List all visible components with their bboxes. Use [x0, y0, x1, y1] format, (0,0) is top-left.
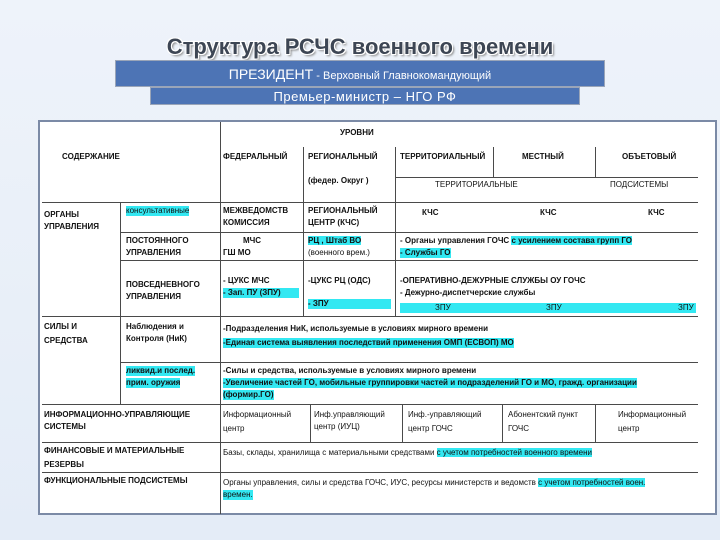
interdept-commission: МЕЖВЕДОМСТВ — [223, 206, 289, 215]
liquidation-forces: -Силы и средства, используемые в условиях мирного времени — [223, 366, 477, 375]
liquidation-increase: -Увеличение частей ГО, мобильные группировки частей и подразделений ГО и МО, гражд. организации — [223, 378, 637, 387]
iuc-regional: Инф.управляющий — [314, 410, 385, 419]
subscriber-point: ГОЧС — [508, 424, 530, 433]
slide-title: Структура РСЧС военного времени — [166, 34, 554, 59]
subscriber-point: Абонентский пункт — [508, 410, 578, 419]
fed-district-header: (федер. Округ ) — [308, 176, 369, 185]
president-label: ПРЕЗИДЕНТ — [228, 66, 314, 82]
premier-banner: Премьер-министр – НГО РФ — [150, 87, 580, 105]
row-divider — [120, 260, 698, 261]
row-divider — [42, 472, 698, 473]
liquidation-formations: (формир.ГО) — [223, 390, 274, 399]
kchs-local: КЧС — [540, 208, 557, 217]
federal-header: ФЕДЕРАЛЬНЫЙ — [223, 152, 288, 161]
daily-label: ПОВСЕДНЕВНОГО — [126, 280, 200, 289]
levels-header: УРОВНИ — [340, 128, 374, 137]
tsuks-mchs: - ЦУКС МЧС — [223, 276, 270, 285]
peace-units: -Подразделения НиК, используемые в условиях мирного времени — [223, 324, 488, 333]
dispatch-services: - Дежурно-диспетчерские службы — [400, 288, 536, 297]
consultative-cell: консультативные — [126, 206, 190, 215]
regional-header: РЕГИОНАЛЬНЫЙ — [308, 152, 378, 161]
column-divider — [303, 147, 304, 317]
row-divider — [42, 316, 698, 317]
interdept-commission: КОМИССИЯ — [223, 218, 270, 227]
column-divider — [402, 404, 403, 442]
mchs-cell: МЧС — [243, 236, 262, 245]
iuc-territorial: центр ГОЧС — [408, 424, 453, 433]
info-systems-label: СИСТЕМЫ — [44, 422, 86, 431]
president-role: - Верховный Главнокомандующий — [313, 70, 492, 82]
column-divider — [595, 147, 596, 177]
functional-label: ФУНКЦИОНАЛЬНЫЕ ПОДСИСТЕМЫ — [44, 476, 188, 485]
local-header: МЕСТНЫЙ — [522, 152, 564, 161]
esvop-system: -Единая система выявления последствий применения ОМП (ЕСВОП) МО — [223, 338, 514, 347]
rc-cell-note: (военного врем.) — [308, 248, 370, 257]
column-divider — [120, 202, 121, 316]
content-header: СОДЕРЖАНИЕ — [62, 152, 120, 161]
info-center-object: центр — [618, 424, 640, 433]
info-center-federal: центр — [223, 424, 245, 433]
iuc-regional: центр (ИУЦ) — [314, 422, 360, 431]
permanent-territorial-services: - Службы ГО — [400, 248, 451, 257]
subsystems-header: ПОДСИСТЕМЫ — [610, 180, 669, 189]
president-banner — [115, 60, 605, 87]
observation-label: Наблюдения и — [126, 322, 184, 331]
column-divider — [395, 147, 396, 317]
column-divider — [310, 404, 311, 442]
observation-label: Контроля (НиК) — [126, 334, 187, 343]
column-divider — [493, 147, 494, 177]
kchs-object: КЧС — [648, 208, 665, 217]
iuc-territorial: Инф.-управляющий — [408, 410, 482, 419]
zpu-object: ЗПУ — [678, 303, 694, 312]
regional-center: РЕГИОНАЛЬНЫЙ — [308, 206, 378, 215]
gsh-cell: ГШ МО — [223, 248, 251, 257]
row-divider — [395, 177, 698, 178]
organs-label: УПРАВЛЕНИЯ — [44, 222, 99, 231]
daily-label: УПРАВЛЕНИЯ — [126, 292, 181, 301]
territorial-sub-header: ТЕРРИТОРИАЛЬНЫЕ — [435, 180, 518, 189]
reserve-control-point: - Зап. ПУ (ЗПУ) — [223, 288, 299, 298]
functional-text: Органы управления, силы и средства ГОЧС, ИУС, ресурсы министерств и ведомств с учетом потребностей воен. — [223, 478, 646, 487]
permanent-label: УПРАВЛЕНИЯ — [126, 248, 181, 257]
rc-cell: РЦ , Штаб ВО — [308, 236, 362, 245]
finance-label: ФИНАНСОВЫЕ И МАТЕРИАЛЬНЫЕ — [44, 446, 185, 455]
row-divider — [42, 442, 698, 443]
functional-text-cont: времен. — [223, 490, 253, 499]
info-center-object: Информационный — [618, 410, 687, 419]
liquidation-label: ликвид.и послед. — [126, 366, 196, 375]
organs-label: ОРГАНЫ — [44, 210, 79, 219]
finance-label: РЕЗЕРВЫ — [44, 460, 84, 469]
row-divider — [42, 202, 698, 203]
zpu-territorial: ЗПУ — [435, 303, 451, 312]
column-divider — [595, 404, 596, 442]
kchs-territorial: КЧС — [422, 208, 439, 217]
row-divider — [120, 232, 698, 233]
territorial-header: ТЕРРИТОРИАЛЬНЫЙ — [400, 152, 486, 161]
column-divider — [502, 404, 503, 442]
liquidation-label: прим. оружия — [126, 378, 181, 387]
info-systems-label: ИНФОРМАЦИОННО-УПРАВЛЯЮЩИЕ — [44, 410, 191, 419]
row-divider — [42, 404, 698, 405]
zpu-regional: - ЗПУ — [308, 299, 391, 309]
forces-label: СРЕДСТВА — [44, 336, 88, 345]
column-divider — [220, 122, 221, 514]
info-center-federal: Информационный — [223, 410, 292, 419]
forces-label: СИЛЫ И — [44, 322, 77, 331]
column-divider — [120, 316, 121, 404]
row-divider — [120, 362, 698, 363]
structure-table — [38, 120, 717, 515]
regional-center: ЦЕНТР (КЧС) — [308, 218, 360, 227]
tsuks-rc: -ЦУКС РЦ (ОДС) — [308, 276, 371, 285]
zpu-local: ЗПУ — [546, 303, 562, 312]
object-header: ОБЪЕТОВЫЙ — [622, 152, 677, 161]
permanent-label: ПОСТОЯННОГО — [126, 236, 189, 245]
permanent-territorial: - Органы управления ГОЧС с усилением состава групп ГО — [400, 236, 633, 245]
finance-text: Базы, склады, хранилища с материальными средствами с учетом потребностей военного времени — [223, 448, 592, 457]
duty-services: -ОПЕРАТИВНО-ДЕЖУРНЫЕ СЛУЖБЫ ОУ ГОЧС — [400, 276, 586, 285]
